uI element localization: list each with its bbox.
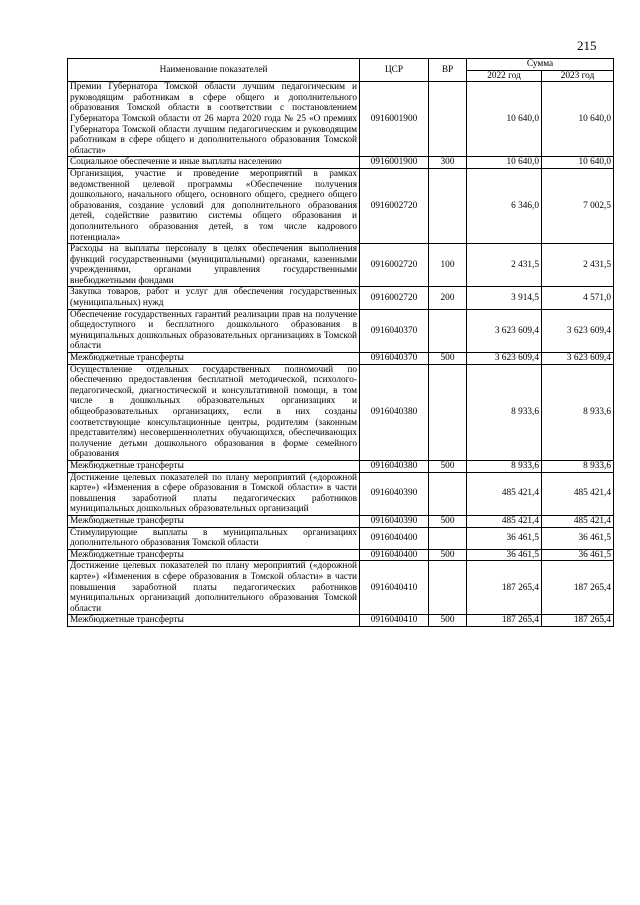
row-name: Премии Губернатора Томской области лучшим педагогическим и руководящим работникам в сфере общего и дополнительного образования Томской области в соответствии с постановлением Губернатора Томской области от 26 марта 2020 года № 25 «О премиях Губернатора Томской области лучшим педагогическим и руководящим работникам в сфере общего и дополнительного образования Томской области» [68, 82, 360, 157]
row-vr [429, 527, 467, 549]
row-csr: 0916001900 [360, 82, 429, 157]
header-year-2023: 2023 год [542, 70, 614, 82]
table-row [68, 472, 614, 515]
budget-table [67, 58, 614, 627]
row-vr [429, 561, 467, 615]
row-sum-2023: 8 933,6 [542, 460, 614, 472]
row-sum-2022: 8 933,6 [467, 460, 542, 472]
table-row [68, 168, 614, 243]
row-name: Стимулирующие выплаты в муниципальных организациях дополнительного образования Томской области [68, 527, 360, 549]
row-sum-2022: 187 265,4 [467, 561, 542, 615]
row-name: Закупка товаров, работ и услуг для обеспечения государственных (муниципальных) нужд [68, 287, 360, 309]
row-name: Достижение целевых показателей по плану мероприятий («дорожной карте») «Изменения в сфере образования в Томской области» в части повышения заработной платы педагогических работников муниципальных организаций дополнительного образования Томской области [68, 561, 360, 615]
table-row [68, 157, 614, 169]
row-sum-2023: 4 571,0 [542, 287, 614, 309]
row-csr: 0916040390 [360, 515, 429, 527]
row-name: Межбюджетные трансферты [68, 549, 360, 561]
row-csr: 0916001900 [360, 157, 429, 169]
row-csr: 0916040370 [360, 353, 429, 365]
row-sum-2022: 8 933,6 [467, 364, 542, 460]
row-csr: 0916002720 [360, 287, 429, 309]
row-vr: 500 [429, 549, 467, 561]
row-sum-2023: 36 461,5 [542, 549, 614, 561]
table-row [68, 353, 614, 365]
row-sum-2023: 187 265,4 [542, 615, 614, 627]
header-name: Наименование показателей [68, 59, 360, 82]
table-row [68, 561, 614, 615]
row-csr: 0916040370 [360, 309, 429, 352]
header-vr: ВР [429, 59, 467, 82]
row-sum-2022: 2 431,5 [467, 244, 542, 287]
table-row [68, 364, 614, 460]
row-sum-2023: 485 421,4 [542, 515, 614, 527]
row-vr: 500 [429, 353, 467, 365]
row-sum-2023: 187 265,4 [542, 561, 614, 615]
row-csr: 0916040380 [360, 460, 429, 472]
row-name: Организация, участие и проведение мероприятий в рамках ведомственной целевой программы «Обеспечение получения дошкольного, начального общего, основного общего, среднего общего образования, создание условий для дополнительного образования детей, содействие развитию системы общего образования и дополнительного образования детей, в том числе кадрового потенциала» [68, 168, 360, 243]
table-row [68, 82, 614, 157]
row-sum-2023: 36 461,5 [542, 527, 614, 549]
row-sum-2023: 485 421,4 [542, 472, 614, 515]
row-vr [429, 309, 467, 352]
row-csr: 0916040410 [360, 561, 429, 615]
row-vr [429, 168, 467, 243]
table-row [68, 515, 614, 527]
row-sum-2023: 8 933,6 [542, 364, 614, 460]
row-csr: 0916040400 [360, 549, 429, 561]
row-sum-2022: 485 421,4 [467, 515, 542, 527]
row-name: Межбюджетные трансферты [68, 515, 360, 527]
header-csr: ЦСР [360, 59, 429, 82]
row-sum-2023: 3 623 609,4 [542, 309, 614, 352]
table-row [68, 549, 614, 561]
row-sum-2022: 3 914,5 [467, 287, 542, 309]
row-csr: 0916040380 [360, 364, 429, 460]
row-name: Осуществление отдельных государственных полномочий по обеспечению предоставления бесплатной методической, психолого-педагогической, диагностической и консультативной помощи, в том числе в дошкольных образовательных организациях и общеобразовательных организациях, если в них созданы соответствующие консультационные центры, родителям (законным представителям) несовершеннолетних обучающихся, обеспечивающих получение детьми дошкольного образования в форме семейного образования [68, 364, 360, 460]
row-name: Достижение целевых показателей по плану мероприятий («дорожной карте») «Изменения в сфере образования в Томской области» в части повышения заработной платы педагогических работников муниципальных дошкольных образовательных организаций [68, 472, 360, 515]
row-sum-2022: 10 640,0 [467, 157, 542, 169]
row-name: Межбюджетные трансферты [68, 353, 360, 365]
row-sum-2022: 3 623 609,4 [467, 353, 542, 365]
row-sum-2022: 485 421,4 [467, 472, 542, 515]
row-name: Расходы на выплаты персоналу в целях обеспечения выполнения функций государственными (муниципальными) органами, казенными учреждениями, органами управления государственными внебюджетными фондами [68, 244, 360, 287]
row-sum-2022: 10 640,0 [467, 82, 542, 157]
table-header [68, 59, 614, 82]
row-name: Межбюджетные трансферты [68, 615, 360, 627]
row-sum-2023: 10 640,0 [542, 157, 614, 169]
row-sum-2022: 3 623 609,4 [467, 309, 542, 352]
row-sum-2023: 2 431,5 [542, 244, 614, 287]
row-vr [429, 364, 467, 460]
table-row [68, 309, 614, 352]
row-sum-2023: 7 002,5 [542, 168, 614, 243]
row-vr: 100 [429, 244, 467, 287]
row-sum-2022: 187 265,4 [467, 615, 542, 627]
table-row [68, 615, 614, 627]
table-body [68, 82, 614, 627]
row-name: Обеспечение государственных гарантий реализации прав на получение общедоступного и бесплатного дошкольного образования в муниципальных дошкольных образовательных организациях в Томской области [68, 309, 360, 352]
header-sum: Сумма [467, 59, 614, 71]
row-csr: 0916040400 [360, 527, 429, 549]
header-year-2022: 2022 год [467, 70, 542, 82]
row-sum-2022: 36 461,5 [467, 527, 542, 549]
row-sum-2022: 36 461,5 [467, 549, 542, 561]
row-name: Социальное обеспечение и иные выплаты населению [68, 157, 360, 169]
row-vr: 500 [429, 460, 467, 472]
row-sum-2022: 6 346,0 [467, 168, 542, 243]
row-vr [429, 82, 467, 157]
row-vr: 300 [429, 157, 467, 169]
row-vr [429, 472, 467, 515]
table-row [68, 244, 614, 287]
row-name: Межбюджетные трансферты [68, 460, 360, 472]
row-csr: 0916002720 [360, 244, 429, 287]
row-csr: 0916040390 [360, 472, 429, 515]
row-vr: 500 [429, 515, 467, 527]
table-row [68, 527, 614, 549]
row-sum-2023: 10 640,0 [542, 82, 614, 157]
row-vr: 200 [429, 287, 467, 309]
row-csr: 0916040410 [360, 615, 429, 627]
table-row [68, 460, 614, 472]
row-csr: 0916002720 [360, 168, 429, 243]
row-sum-2023: 3 623 609,4 [542, 353, 614, 365]
table-row [68, 287, 614, 309]
row-vr: 500 [429, 615, 467, 627]
page-number: 215 [577, 38, 597, 53]
